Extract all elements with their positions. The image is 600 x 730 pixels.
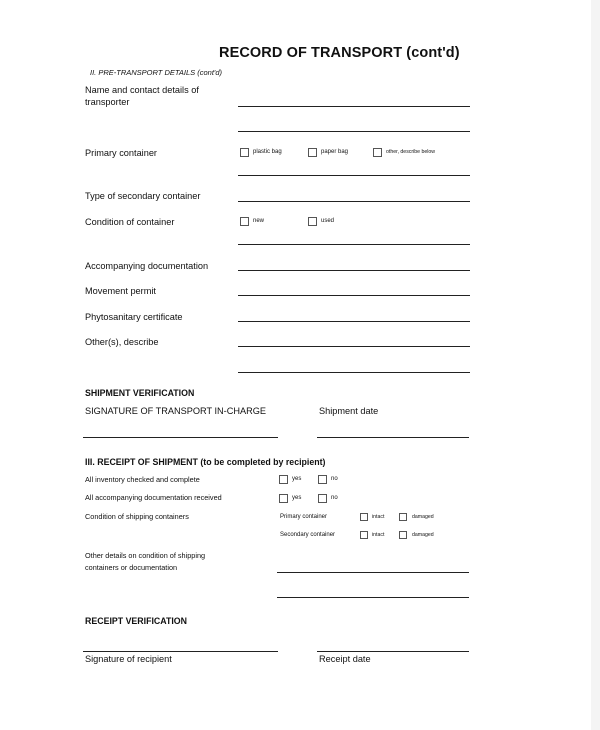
secondary-container-sub-label: Secondary container xyxy=(280,532,336,538)
paper-bag-checkbox[interactable] xyxy=(308,148,317,157)
movement-permit-field[interactable] xyxy=(238,295,470,296)
primary-damaged-checkbox[interactable] xyxy=(399,513,407,521)
receipt-date-field[interactable] xyxy=(317,651,469,652)
secondary-container-field[interactable] xyxy=(238,201,470,202)
inventory-yes-checkbox[interactable] xyxy=(279,475,288,484)
primary-damaged-label: damaged xyxy=(412,514,434,520)
shipment-verification-heading: SHIPMENT VERIFICATION xyxy=(85,388,195,398)
primary-container-sub-label: Primary container xyxy=(280,514,328,520)
shipment-date-field[interactable] xyxy=(317,437,469,438)
section-ii-heading: II. PRE-TRANSPORT DETAILS (cont'd) xyxy=(90,68,223,77)
others-label: Other(s), describe xyxy=(85,337,159,347)
phytosanitary-label: Phytosanitary certificate xyxy=(85,312,183,322)
inventory-label: All inventory checked and complete xyxy=(85,475,200,484)
phytosanitary-field[interactable] xyxy=(238,321,470,322)
plastic-bag-label: plastic bag xyxy=(253,149,282,155)
secondary-damaged-label: damaged xyxy=(412,532,434,538)
shipment-date-label: Shipment date xyxy=(319,406,379,416)
name-contact-label-line2: transporter xyxy=(85,97,130,107)
other-details-field-line1[interactable] xyxy=(277,572,469,573)
name-contact-label-line1: Name and contact details of xyxy=(85,85,199,95)
secondary-intact-label: intact xyxy=(372,532,385,538)
others-field-line2[interactable] xyxy=(238,372,470,373)
primary-intact-label: intact xyxy=(372,514,385,520)
docs-received-label: All accompanying documentation received xyxy=(85,493,222,502)
other-container-checkbox[interactable] xyxy=(373,148,382,157)
plastic-bag-checkbox[interactable] xyxy=(240,148,249,157)
condition-shipping-label: Condition of shipping containers xyxy=(85,512,189,521)
primary-container-label: Primary container xyxy=(85,148,157,158)
new-checkbox[interactable] xyxy=(240,217,249,226)
inventory-no-checkbox[interactable] xyxy=(318,475,327,484)
inventory-yes-label: yes xyxy=(292,476,302,482)
other-details-field-line2[interactable] xyxy=(277,597,469,598)
secondary-intact-checkbox[interactable] xyxy=(360,531,368,539)
condition-container-field[interactable] xyxy=(238,244,470,245)
others-field-line1[interactable] xyxy=(238,346,470,347)
new-label: new xyxy=(253,218,265,224)
secondary-container-label: Type of secondary container xyxy=(85,191,201,201)
docs-received-no-label: no xyxy=(331,495,338,501)
other-details-label-line1: Other details on condition of shipping xyxy=(85,551,206,560)
inventory-no-label: no xyxy=(331,476,338,482)
other-details-label-line2: containers or documentation xyxy=(85,563,178,572)
receipt-date-label: Receipt date xyxy=(319,654,371,664)
movement-permit-label: Movement permit xyxy=(85,286,156,296)
name-contact-field-line1[interactable] xyxy=(238,106,470,107)
used-checkbox[interactable] xyxy=(308,217,317,226)
transport-signature-label: SIGNATURE OF TRANSPORT IN-CHARGE xyxy=(85,406,267,416)
name-contact-field-line2[interactable] xyxy=(238,131,470,132)
primary-container-other-field[interactable] xyxy=(238,175,470,176)
secondary-damaged-checkbox[interactable] xyxy=(399,531,407,539)
docs-received-yes-label: yes xyxy=(292,495,302,501)
paper-bag-label: paper bag xyxy=(321,149,349,155)
accompanying-docs-label: Accompanying documentation xyxy=(85,261,209,271)
primary-intact-checkbox[interactable] xyxy=(360,513,368,521)
recipient-signature-label: Signature of recipient xyxy=(85,654,172,664)
transport-signature-field[interactable] xyxy=(83,437,278,438)
used-label: used xyxy=(321,218,335,224)
docs-received-no-checkbox[interactable] xyxy=(318,494,327,503)
recipient-signature-field[interactable] xyxy=(83,651,278,652)
section-iii-heading: III. RECEIPT OF SHIPMENT (to be completed by recipient) xyxy=(85,457,326,467)
docs-received-yes-checkbox[interactable] xyxy=(279,494,288,503)
accompanying-docs-field[interactable] xyxy=(238,270,470,271)
condition-container-label: Condition of container xyxy=(85,217,175,227)
receipt-verification-heading: RECEIPT VERIFICATION xyxy=(85,616,187,626)
page-title: RECORD OF TRANSPORT (cont'd) xyxy=(219,45,460,61)
other-container-label: other, describe below xyxy=(386,149,436,155)
